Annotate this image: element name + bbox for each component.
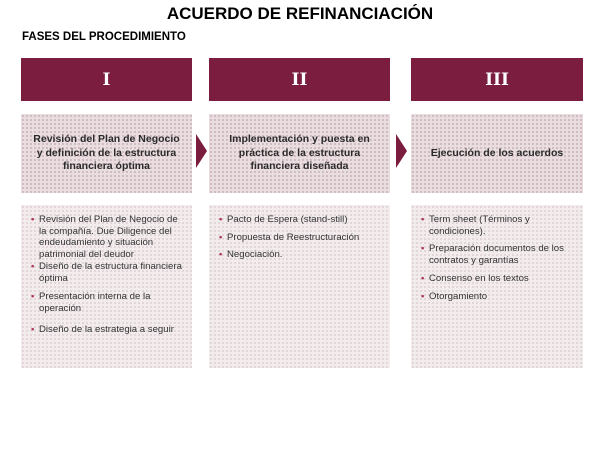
phase-3-details: [411, 205, 583, 368]
bullet-icon: •: [219, 249, 223, 261]
page-subtitle: FASES DEL PROCEDIMIENTO: [22, 31, 186, 43]
bullet-icon: •: [421, 272, 425, 284]
list-item: • Term sheet (Términos y condiciones).: [421, 214, 530, 237]
list-item: • Revisión del Plan de Negocio de la compañía. Due Diligence del endeudamiento y situación patrimonial del deudor: [31, 214, 178, 261]
phase-1-label: Revisión del Plan de Negocio y definición de la estructura financiera óptima: [33, 133, 180, 173]
arrow-right-icon: [396, 134, 407, 168]
bullet-icon: •: [421, 290, 425, 302]
bullet-icon: •: [219, 231, 223, 243]
phase-1-header: [21, 58, 192, 101]
phase-2-details: [209, 205, 390, 368]
bullet-icon: •: [421, 214, 425, 225]
list-item: • Pacto de Espera (stand-still): [219, 214, 348, 225]
list-item: • Otorgamiento: [421, 290, 488, 302]
phase-1-list: [31, 214, 184, 335]
list-item: • Propuesta de Reestructuración: [219, 231, 360, 243]
phase-3-box: [411, 114, 583, 193]
list-item: • Consenso en los textos: [421, 272, 529, 284]
phase-3-header: [411, 58, 583, 101]
arrow-right-icon: [196, 134, 207, 168]
bullet-icon: •: [421, 243, 425, 255]
phase-3-list: [421, 214, 575, 302]
phase-1-numeral: I: [102, 69, 111, 90]
list-item: • Negociación.: [219, 249, 283, 261]
phase-1-details: [21, 205, 192, 368]
phase-2-header: [209, 58, 390, 101]
phase-2-list: [219, 214, 382, 261]
phase-3-label: Ejecución de los acuerdos: [430, 146, 564, 159]
bullet-icon: •: [31, 260, 35, 272]
list-item: • Diseño de la estrategia a seguir: [31, 323, 174, 335]
phase-2-numeral: II: [291, 69, 308, 90]
list-item: • Presentación interna de la operación: [31, 291, 151, 314]
bullet-icon: •: [219, 214, 223, 225]
bullet-icon: •: [31, 323, 35, 335]
page-title: ACUERDO DE REFINANCIACIÓN: [166, 4, 434, 23]
bullet-icon: •: [31, 291, 35, 303]
phase-3-numeral: III: [485, 69, 509, 90]
list-item: • Diseño de la estructura financiera óptima: [31, 260, 182, 284]
phase-1-box: [21, 114, 192, 193]
bullet-icon: •: [31, 214, 35, 225]
phase-2-box: [209, 114, 390, 193]
list-item: • Preparación documentos de los contratos y garantías: [421, 243, 564, 267]
phase-2-label: Implementación y puesta en práctica de la estructura financiera diseñada: [229, 133, 370, 173]
